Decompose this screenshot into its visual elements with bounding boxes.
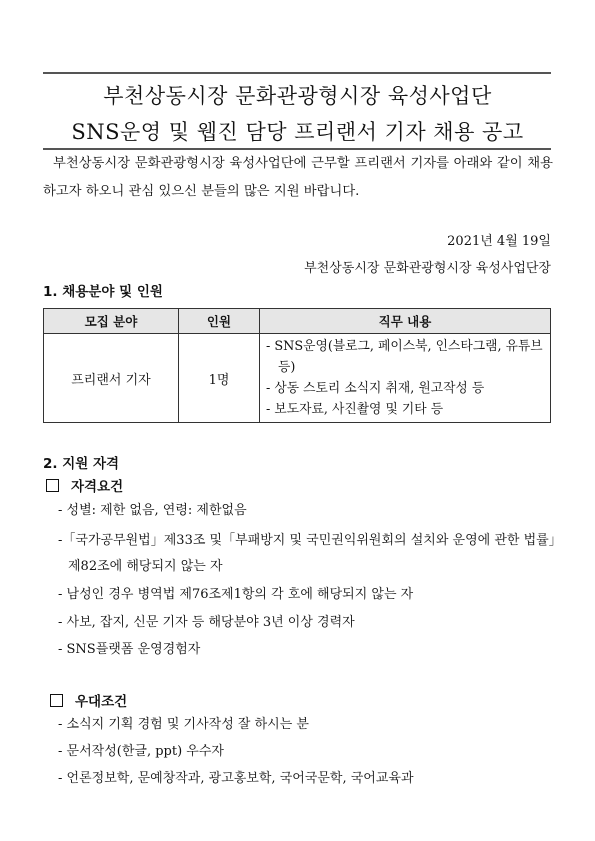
- recruitment-table: [43, 308, 551, 423]
- table-row: [44, 334, 551, 423]
- intro-paragraph: 부천상동시장 문화관광형시장 육성사업단에 근무할 프리랜서 기자를 아래와 같이 채용하고자 하오니 관심 있으신 분들의 많은 지원 바랍니다.: [43, 156, 553, 199]
- section1-heading: 1. 채용분야 및 인원: [43, 284, 163, 300]
- cell-duties: [260, 334, 551, 423]
- preference-item: - 소식지 기획 경험 및 기사작성 잘 하시는 분: [58, 717, 309, 732]
- section2-heading: 2. 지원 자격: [43, 456, 120, 472]
- qualification-item: - 사보, 잡지, 신문 기자 등 해당분야 3년 이상 경력자: [58, 615, 355, 630]
- cell-field: 프리랜서 기자: [44, 334, 179, 423]
- preference-item: - 언론정보학, 문예창작과, 광고홍보학, 국어국문학, 국어교육과: [58, 771, 414, 786]
- issuer: 부천상동시장 문화관광형시장 육성사업단장: [304, 261, 551, 276]
- duty-item: - 상동 스토리 소식지 취재, 원고작성 등: [266, 381, 485, 396]
- duty-item: - SNS운영(블로그, 페이스북, 인스타그램, 유튜브 등): [266, 339, 543, 375]
- top-rule: [43, 72, 551, 74]
- title-line-2: SNS운영 및 웹진 담당 프리랜서 기자 채용 공고: [71, 120, 524, 144]
- col-header-duties: 직무 내용: [260, 309, 551, 334]
- preference-item: - 문서작성(한글, ppt) 우수자: [58, 744, 224, 759]
- announcement-date: 2021년 4월 19일: [447, 234, 551, 249]
- cell-count: 1명: [179, 334, 260, 423]
- table-header-row: [44, 309, 551, 334]
- col-header-count: 인원: [179, 309, 260, 334]
- qualifications-title: 자격요건: [46, 475, 123, 495]
- duty-item: - 보도자료, 사진촬영 및 기타 등: [266, 402, 444, 417]
- qualification-item: - 남성인 경우 병역법 제76조제1항의 각 호에 해당되지 않는 자: [58, 587, 414, 602]
- qualification-item: -「국가공무원법」제33조 및「부패방지 및 국민권익위원회의 설치와 운영에 관한 법률」제82조에 해당되지 않는 자: [58, 533, 562, 574]
- qualification-item: - SNS플랫폼 운영경험자: [58, 642, 201, 657]
- col-header-field: 모집 분야: [44, 309, 179, 334]
- qualification-item: - 성별: 제한 없음, 연령: 제한없음: [58, 503, 247, 518]
- square-bullet-icon: [46, 479, 59, 492]
- title-line-1: 부천상동시장 문화관광형시장 육성사업단: [103, 84, 492, 108]
- preferences-title: 우대조건: [50, 690, 127, 710]
- square-bullet-icon: [50, 694, 63, 707]
